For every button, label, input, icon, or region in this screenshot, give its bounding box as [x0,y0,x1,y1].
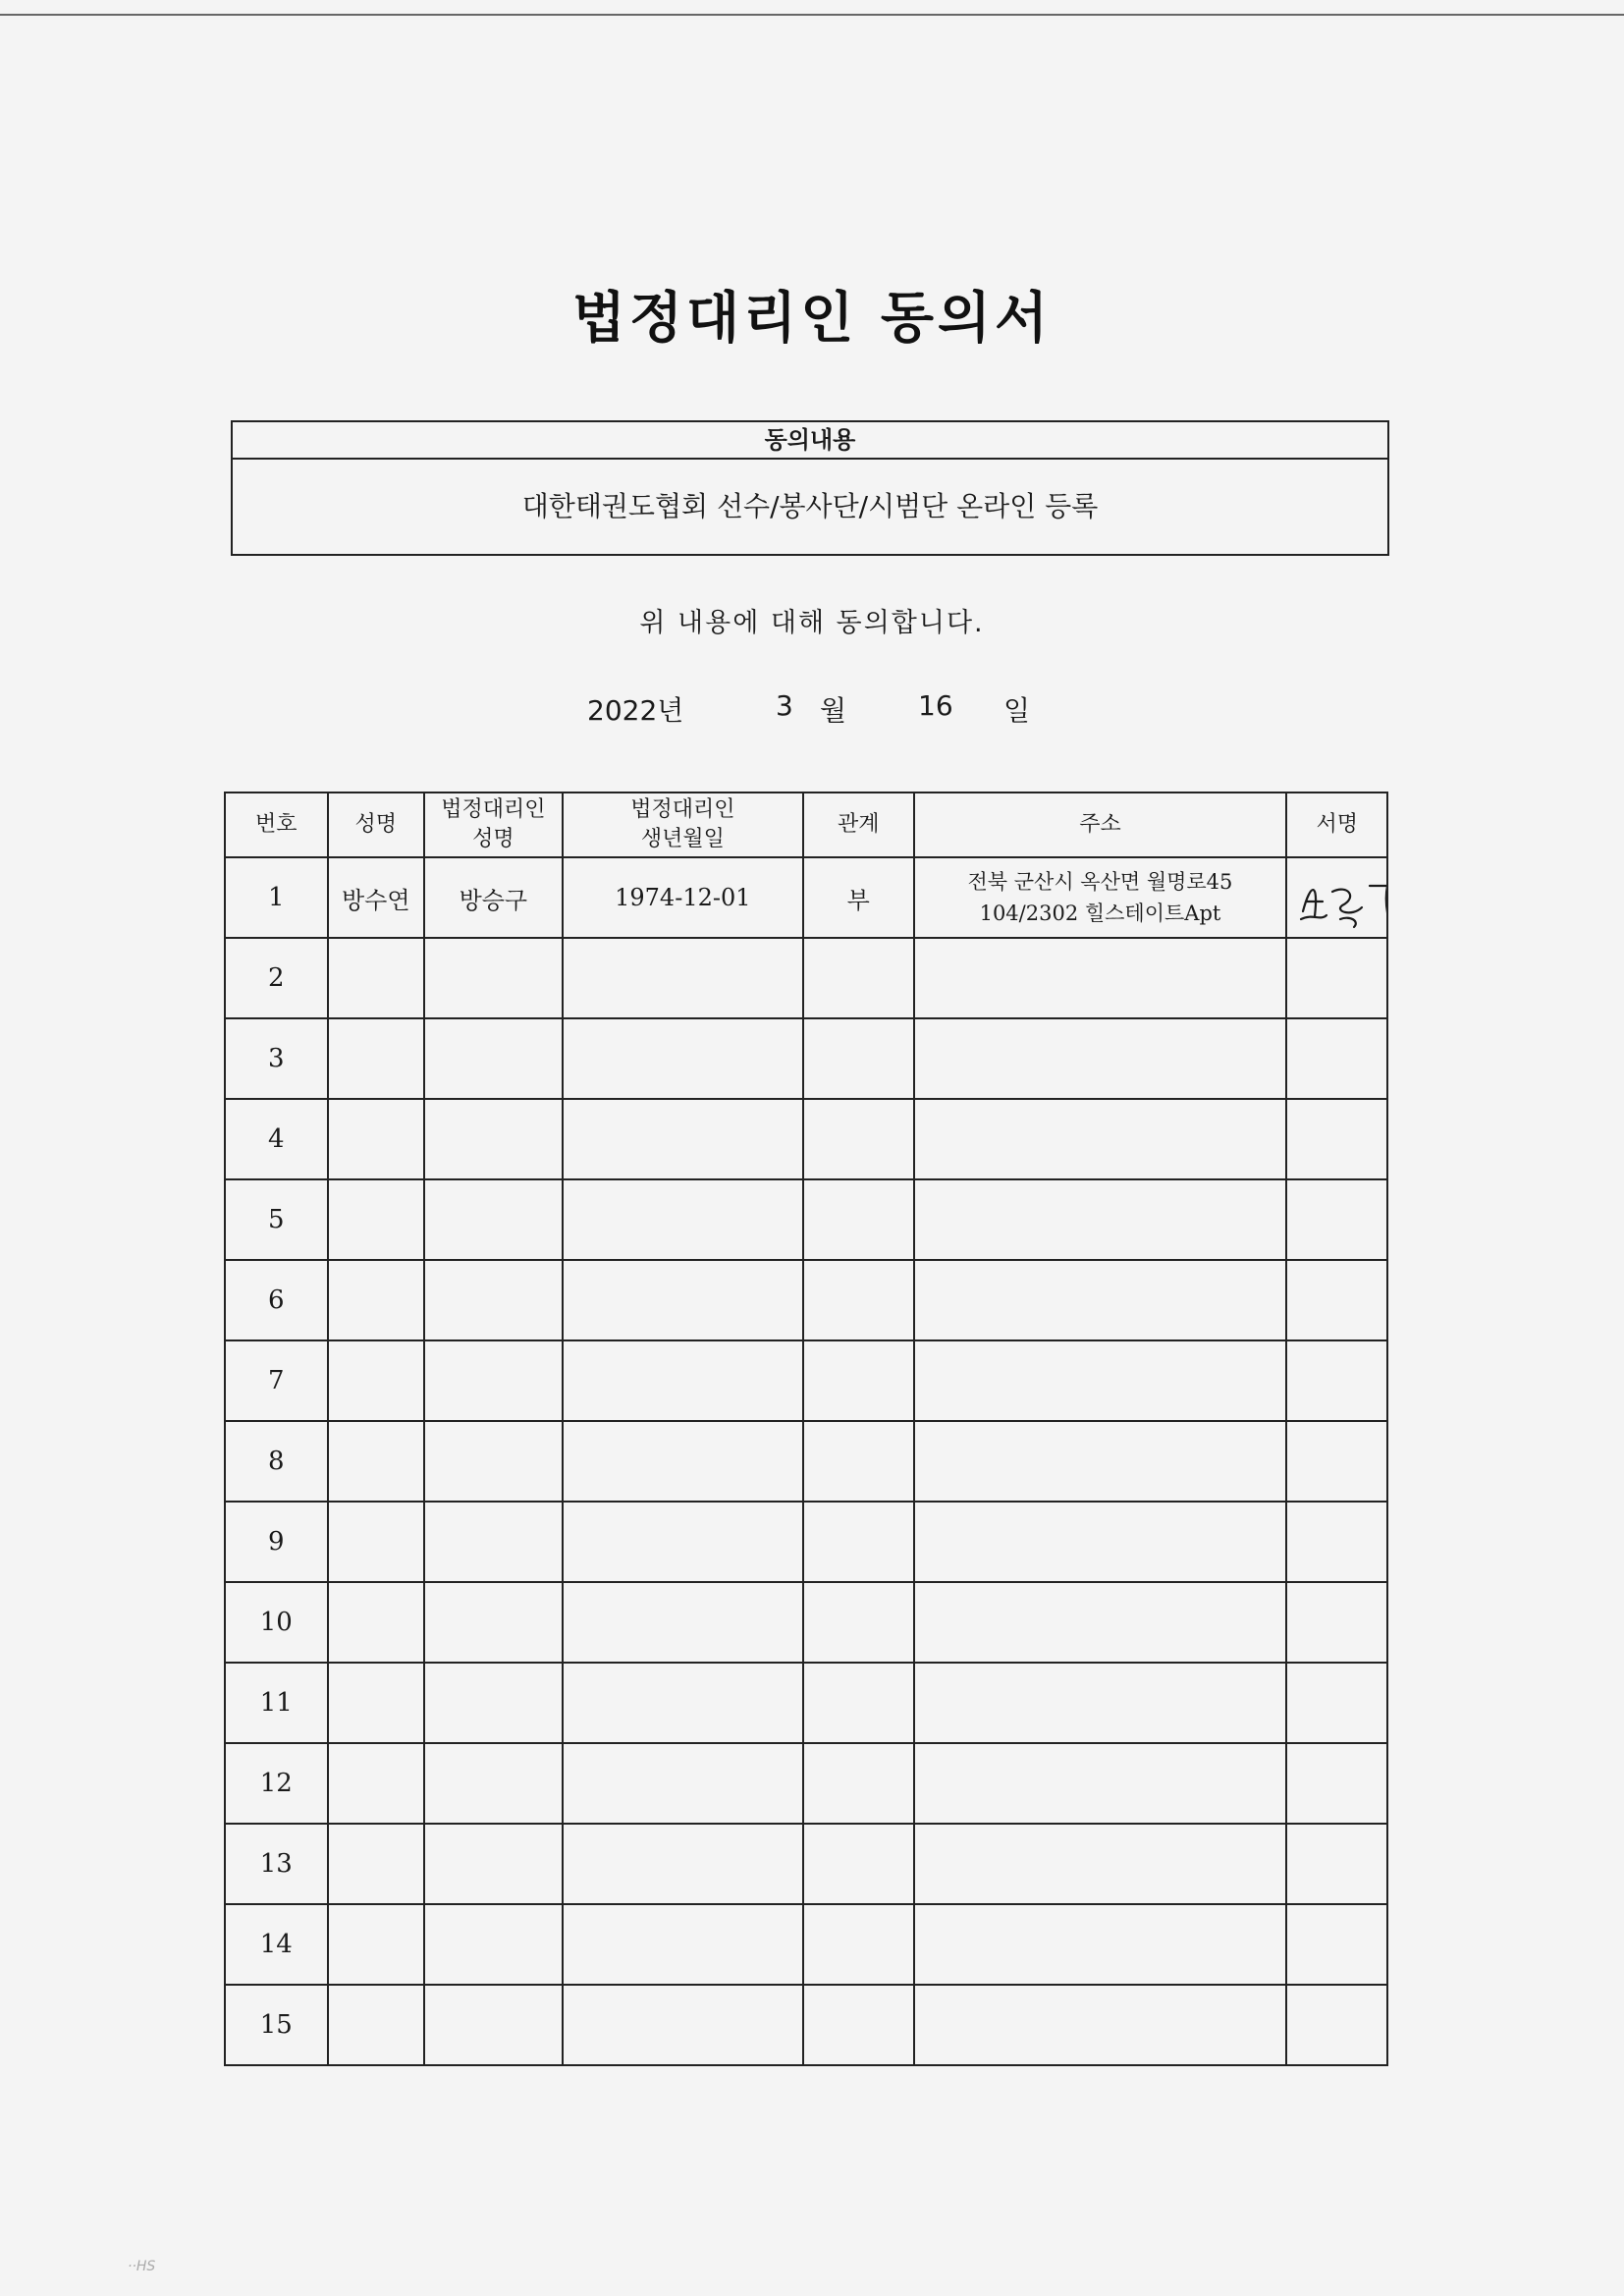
cell-signature [1286,1421,1387,1502]
table-row [225,857,1387,938]
cell-guardian-birth [563,1340,803,1421]
table-row [225,1099,1387,1179]
cell-relation [803,1904,914,1985]
table-row [225,1340,1387,1421]
cell-signature [1286,1099,1387,1179]
cell-relation [803,1985,914,2065]
cell-guardian-name [424,1018,563,1099]
cell-address [914,1179,1287,1260]
cell-name [328,1018,424,1099]
cell-guardian-birth [563,1663,803,1743]
cell-no: 14 [225,1904,328,1985]
cell-signature [1286,1260,1387,1340]
cell-guardian-name [424,938,563,1018]
cell-relation [803,1743,914,1824]
table-row [225,1743,1387,1824]
cell-signature [1286,1743,1387,1824]
cell-guardian-name [424,1179,563,1260]
cell-signature [1286,938,1387,1018]
table-row [225,1582,1387,1663]
handwritten-signature [1293,862,1387,938]
cell-guardian-name [424,1743,563,1824]
cell-relation [803,1018,914,1099]
header-name: 성명 [328,793,424,857]
cell-guardian-birth [563,1502,803,1582]
cell-relation [803,1099,914,1179]
cell-name [328,1421,424,1502]
cell-signature [1286,1663,1387,1743]
cell-name [328,1502,424,1582]
cell-address [914,1340,1287,1421]
table-row [225,1018,1387,1099]
consent-content: 대한태권도협회 선수/봉사단/시범단 온라인 등록 [521,490,1099,522]
cell-relation [803,1340,914,1421]
cell-address [914,1099,1287,1179]
cell-no: 13 [225,1824,328,1904]
cell-name [328,1260,424,1340]
cell-signature [1286,1824,1387,1904]
header-address: 주소 [914,793,1287,857]
cell-no: 15 [225,1985,328,2065]
cell-address [914,1582,1287,1663]
cell-relation [803,1663,914,1743]
cell-relation [803,1824,914,1904]
cell-guardian-name [424,1582,563,1663]
cell-address: 전북 군산시 옥산면 월명로45 104/2302 힐스테이트Apt [914,857,1287,938]
cell-no: 11 [225,1663,328,1743]
consent-header: 동의내용 [233,422,1387,460]
date-year: 2022년 [587,694,684,727]
cell-no: 9 [225,1502,328,1582]
cell-name [328,1340,424,1421]
cell-name [328,1904,424,1985]
table-header-row [225,793,1387,857]
cell-name [328,1663,424,1743]
cell-name [328,1179,424,1260]
cell-guardian-name: 방승구 [424,857,563,938]
cell-guardian-birth [563,1985,803,2065]
cell-guardian-name [424,1502,563,1582]
table-row [225,1904,1387,1985]
cell-no: 8 [225,1421,328,1502]
cell-relation [803,1502,914,1582]
cell-relation [803,1260,914,1340]
cell-name [328,938,424,1018]
cell-guardian-birth [563,1421,803,1502]
table-row [225,1985,1387,2065]
date-day-label: 일 [1003,694,1031,727]
table-row [225,1421,1387,1502]
cell-no: 3 [225,1018,328,1099]
cell-guardian-birth [563,1582,803,1663]
cell-relation [803,1421,914,1502]
cell-signature [1286,1904,1387,1985]
cell-guardian-name [424,1663,563,1743]
cell-guardian-birth: 1974-12-01 [563,857,803,938]
cell-guardian-birth [563,1260,803,1340]
cell-relation: 부 [803,857,914,938]
cell-address [914,1985,1287,2065]
date-day: 16 [918,689,953,722]
cell-no: 1 [225,857,328,938]
cell-address [914,938,1287,1018]
header-signature: 서명 [1286,793,1387,857]
table-row [225,1824,1387,1904]
table-row [225,938,1387,1018]
cell-relation [803,1582,914,1663]
cell-relation [803,938,914,1018]
cell-signature [1286,1340,1387,1421]
cell-signature [1286,1582,1387,1663]
cell-address [914,1663,1287,1743]
cell-name [328,1824,424,1904]
cell-guardian-birth [563,1904,803,1985]
cell-signature [1286,1502,1387,1582]
agree-statement: 위 내용에 대해 동의합니다. [639,608,985,638]
cell-guardian-birth [563,1018,803,1099]
cell-address [914,1018,1287,1099]
table-row [225,1260,1387,1340]
cell-guardian-name [424,1824,563,1904]
cell-address [914,1743,1287,1824]
cell-name [328,1743,424,1824]
cell-no: 7 [225,1340,328,1421]
cell-name: 방수연 [328,857,424,938]
cell-no: 5 [225,1179,328,1260]
cell-guardian-name [424,1099,563,1179]
consent-box [231,420,1389,556]
cell-no: 2 [225,938,328,1018]
cell-signature [1286,1179,1387,1260]
cell-no: 12 [225,1743,328,1824]
cell-no: 10 [225,1582,328,1663]
cell-guardian-birth [563,1743,803,1824]
cell-signature [1286,1018,1387,1099]
cell-guardian-name [424,1904,563,1985]
date-month: 3 [776,689,793,722]
cell-relation [803,1179,914,1260]
cell-guardian-birth [563,938,803,1018]
table-row [225,1663,1387,1743]
cell-signature [1286,1985,1387,2065]
cell-guardian-birth [563,1179,803,1260]
header-relation: 관계 [803,793,914,857]
top-rule [0,14,1624,16]
table-row [225,1502,1387,1582]
header-no: 번호 [225,793,328,857]
cell-address [914,1260,1287,1340]
cell-address [914,1502,1287,1582]
cell-guardian-name [424,1340,563,1421]
date-month-label: 월 [820,694,847,727]
cell-guardian-birth [563,1824,803,1904]
page-title: 법정대리인 동의서 [571,286,1053,351]
header-guardian-name: 법정대리인 성명 [424,793,563,857]
cell-name [328,1582,424,1663]
cell-guardian-name [424,1421,563,1502]
table-row [225,1179,1387,1260]
header-guardian-birth: 법정대리인 생년월일 [563,793,803,857]
cell-name [328,1985,424,2065]
cell-signature [1286,857,1387,938]
cell-address [914,1904,1287,1985]
scan-mark: ··HS [128,2259,156,2274]
cell-no: 4 [225,1099,328,1179]
cell-address [914,1421,1287,1502]
cell-address [914,1824,1287,1904]
cell-guardian-birth [563,1099,803,1179]
guardian-table [224,792,1388,2066]
cell-guardian-name [424,1985,563,2065]
cell-name [328,1099,424,1179]
cell-no: 6 [225,1260,328,1340]
cell-guardian-name [424,1260,563,1340]
